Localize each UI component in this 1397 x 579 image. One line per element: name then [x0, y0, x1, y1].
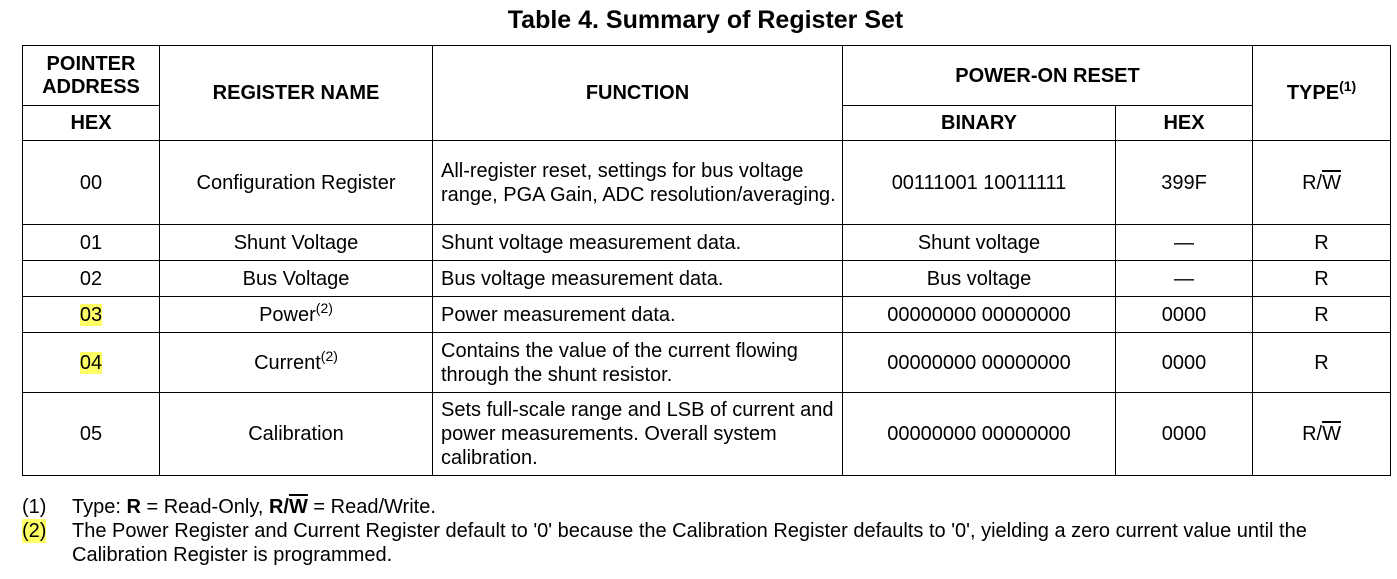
cell-register-name	[160, 297, 433, 333]
register-name-text: Configuration Register	[196, 171, 396, 194]
cell-address: 00	[23, 141, 160, 225]
register-name-text: Shunt Voltage	[233, 231, 359, 254]
cell-function: All-register reset, settings for bus voltage range, PGA Gain, ADC resolution/averaging.	[433, 141, 843, 225]
type-r: R	[1314, 231, 1329, 254]
cell-type	[1253, 141, 1391, 225]
cell-register-name	[160, 333, 433, 393]
footnote-number	[22, 495, 72, 519]
header-type-note: (1)	[1339, 78, 1357, 94]
cell-register-name	[160, 261, 433, 297]
cell-function: Sets full-scale range and LSB of current and power measurements. Overall system calibration.	[433, 393, 843, 476]
cell-register-name	[160, 393, 433, 476]
footnote-r-text: = Read-Only,	[140, 496, 269, 518]
cell-hex: 0000	[1116, 333, 1253, 393]
cell-type	[1253, 333, 1391, 393]
register-name-text: Bus Voltage	[242, 267, 350, 290]
type-r: R	[1314, 303, 1329, 326]
cell-function: Shunt voltage measurement data.	[433, 225, 843, 261]
table-title: Table 4. Summary of Register Set	[507, 6, 904, 34]
type-r: R	[1314, 351, 1329, 374]
highlighted-address: 04	[79, 351, 103, 374]
table-row	[23, 393, 1391, 476]
cell-hex: 0000	[1116, 393, 1253, 476]
highlighted-address: 03	[79, 303, 103, 326]
header-pointer-address: POINTER ADDRESS	[23, 46, 160, 106]
register-name-note: (2)	[320, 347, 338, 364]
register-table	[22, 45, 1391, 476]
type-r: R	[1314, 267, 1329, 290]
register-name-text: Calibration	[248, 423, 344, 445]
cell-register-name	[160, 225, 433, 261]
cell-binary: Shunt voltage	[843, 225, 1116, 261]
cell-address: 02	[23, 261, 160, 297]
cell-binary: 00111001 10011111	[843, 141, 1116, 225]
cell-hex: 0000	[1116, 297, 1253, 333]
footnote-r: R	[126, 496, 141, 518]
cell-binary: 00000000 00000000	[843, 297, 1116, 333]
footnote-rw-w-overlined: $\overline{W}$	[288, 496, 308, 518]
cell-function: Bus voltage measurement data.	[433, 261, 843, 297]
cell-hex: —	[1116, 225, 1253, 261]
footnote-text: The Power Register and Current Register default to '0' because the Calibration Register defaults to '0', yielding a zero current value until the Calibration Register is programmed.	[72, 520, 1307, 566]
highlighted-footnote-number: (2)	[22, 520, 47, 542]
register-name-note: (2)	[315, 299, 333, 316]
type-w-overlined: $\overline{W}$	[1322, 171, 1341, 194]
table-row	[23, 225, 1391, 261]
cell-type	[1253, 261, 1391, 297]
header-function: FUNCTION	[433, 46, 843, 141]
table-row	[23, 261, 1391, 297]
cell-function: Contains the value of the current flowing through the shunt resistor.	[433, 333, 843, 393]
cell-address	[23, 333, 160, 393]
table-row	[23, 297, 1391, 333]
header-type	[1253, 46, 1391, 141]
cell-binary: Bus voltage	[843, 261, 1116, 297]
header-type-label: TYPE	[1286, 82, 1340, 104]
header-row-top	[23, 46, 1391, 106]
cell-address: 05	[23, 393, 160, 476]
header-binary: BINARY	[843, 106, 1116, 141]
footnote-rw-text: = Read/Write.	[307, 496, 436, 518]
cell-type	[1253, 225, 1391, 261]
footnote-1	[22, 495, 1392, 519]
footnote-number	[22, 519, 72, 567]
footnote-prefix: Type:	[72, 496, 127, 518]
type-r: R/	[1302, 171, 1323, 194]
header-hex: HEX	[1116, 106, 1253, 141]
header-pointer-hex: HEX	[23, 106, 160, 141]
cell-type	[1253, 393, 1391, 476]
cell-binary: 00000000 00000000	[843, 333, 1116, 393]
table-row	[23, 333, 1391, 393]
register-name-text: Current	[254, 351, 321, 374]
footnote-rw-r: R/	[268, 496, 289, 518]
cell-type	[1253, 297, 1391, 333]
cell-function: Power measurement data.	[433, 297, 843, 333]
footnote-text	[72, 495, 1392, 519]
header-register-name: REGISTER NAME	[160, 46, 433, 141]
cell-hex: 399F	[1116, 141, 1253, 225]
footnote-number-text: (1)	[22, 496, 47, 518]
cell-binary: 00000000 00000000	[843, 393, 1116, 476]
footnote-2	[22, 519, 1392, 567]
cell-address: 01	[23, 225, 160, 261]
cell-hex: —	[1116, 261, 1253, 297]
header-power-on-reset: POWER-ON RESET	[843, 46, 1253, 106]
register-name-text: Power	[259, 303, 316, 326]
type-w-overlined: $\overline{W}$	[1322, 423, 1341, 445]
cell-register-name	[160, 141, 433, 225]
cell-address	[23, 297, 160, 333]
table-row	[23, 141, 1391, 225]
type-r: R/	[1302, 423, 1323, 445]
footnotes	[22, 495, 1392, 567]
